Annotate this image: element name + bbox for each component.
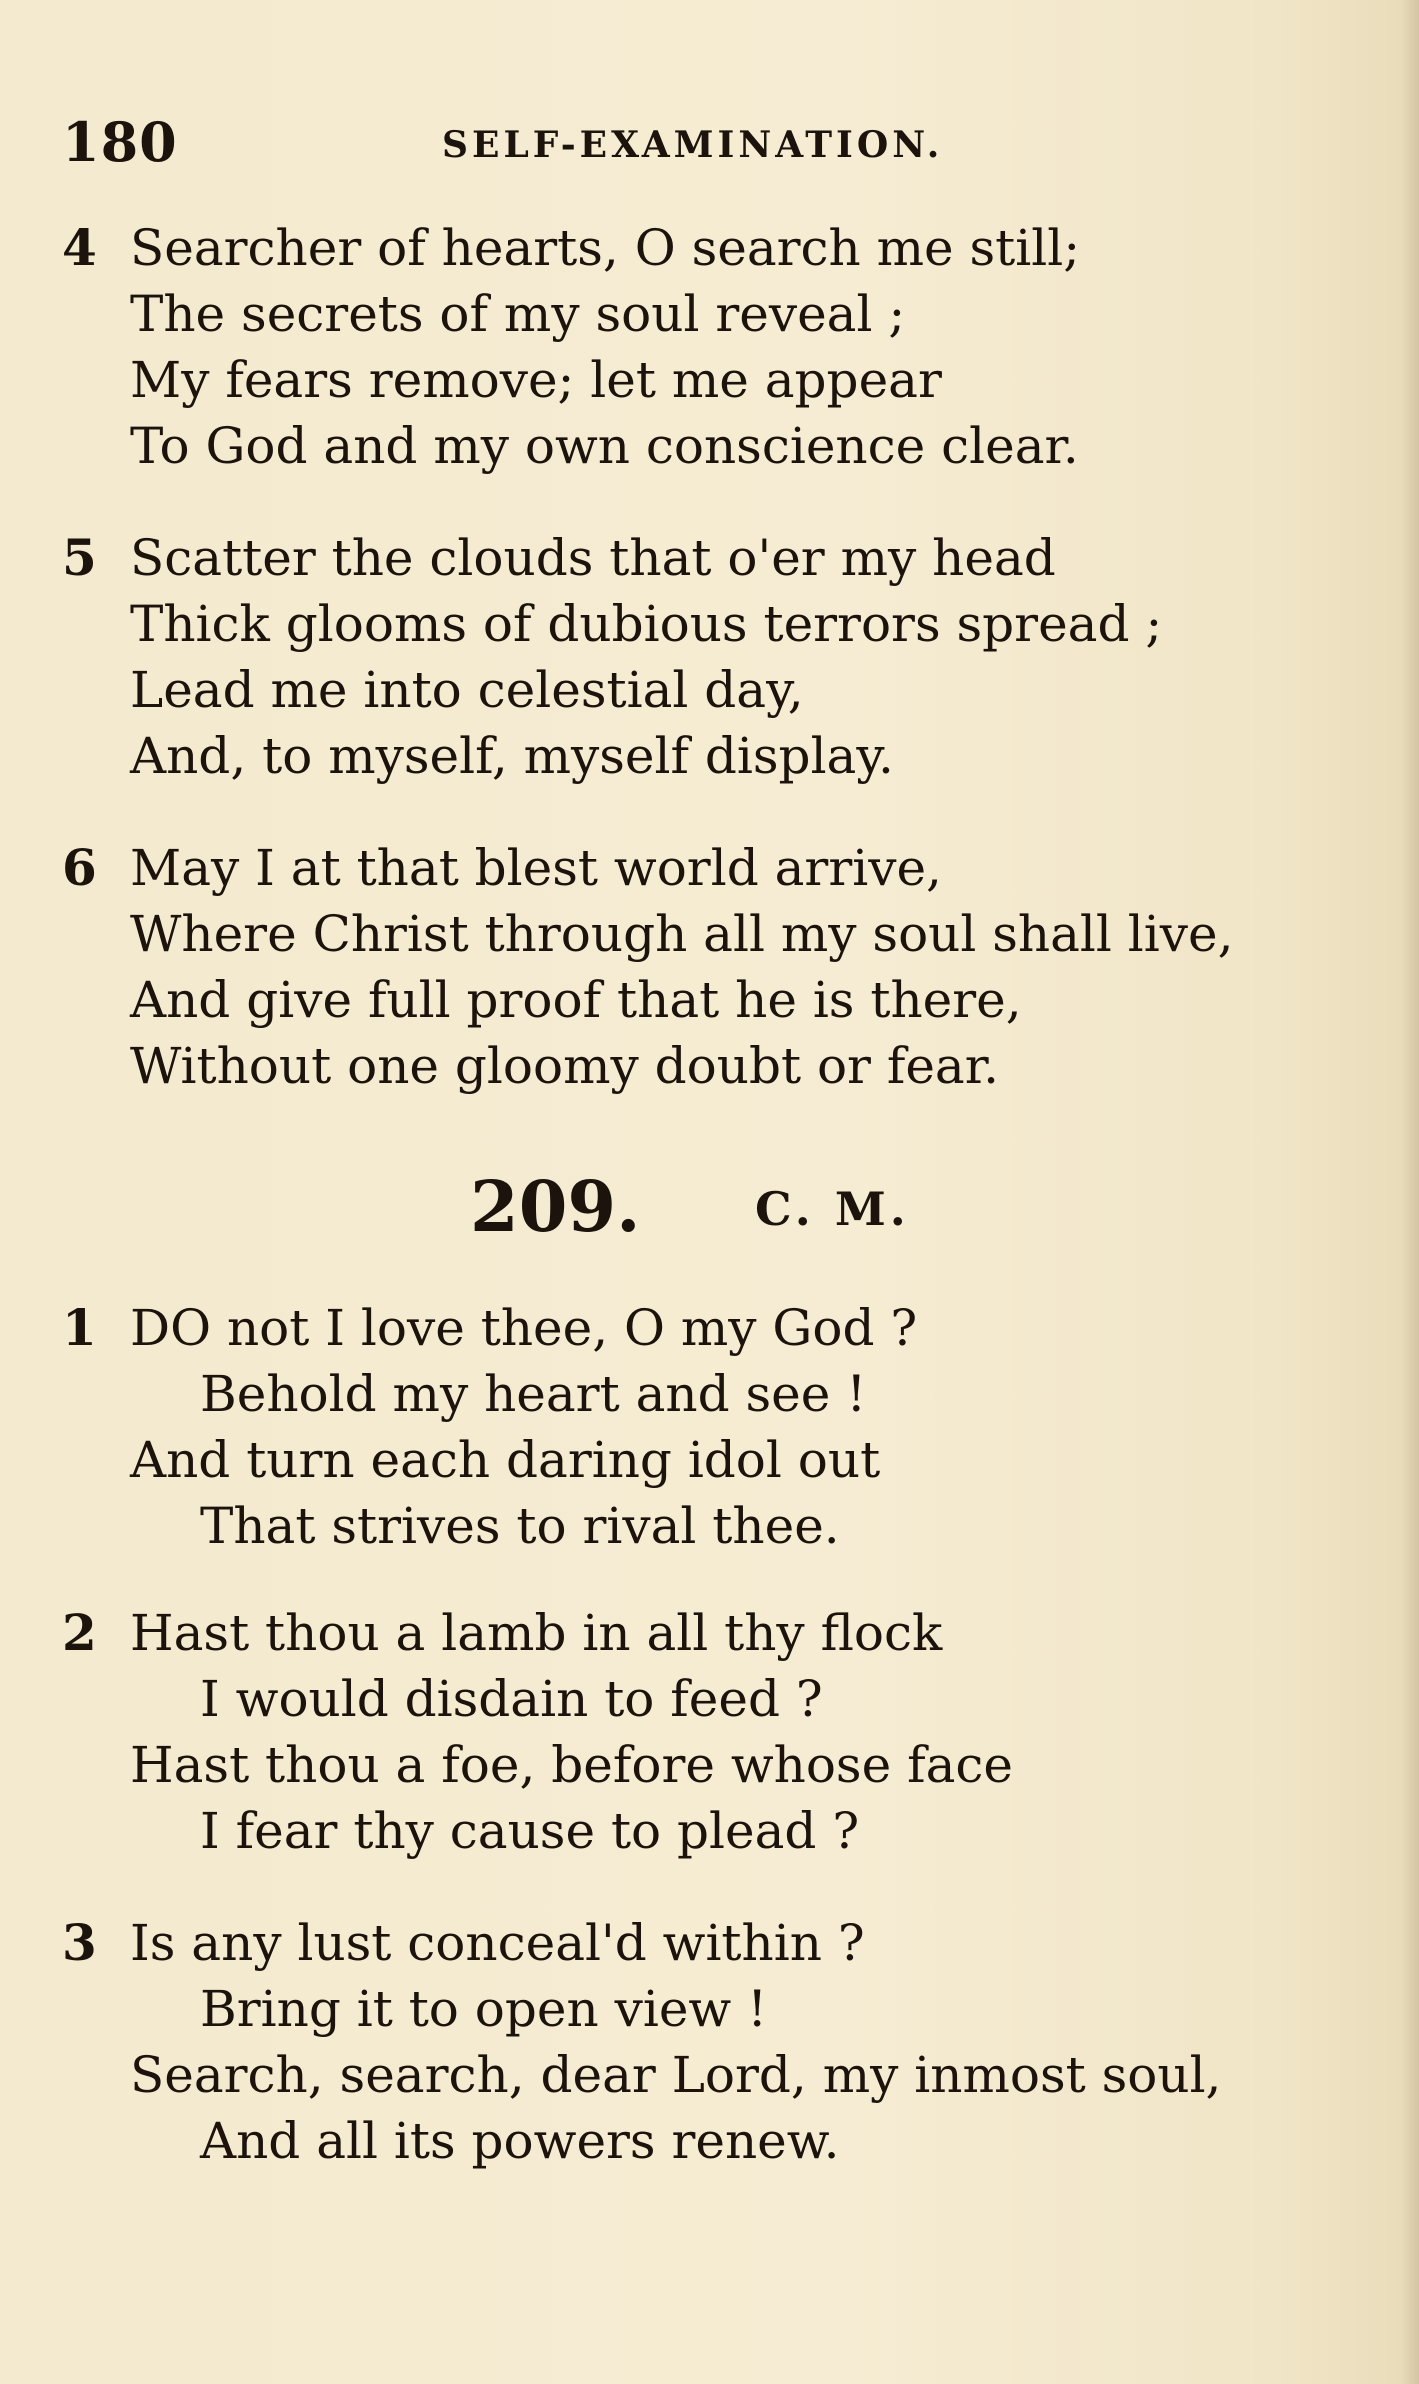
- running-title: SELF-EXAMINATION.: [442, 124, 944, 166]
- hymn-number: 209.: [470, 1165, 641, 1248]
- verse-line: To God and my own conscience clear.: [130, 417, 1079, 475]
- hymn-meter: C. M.: [755, 1182, 910, 1236]
- verse-line: My fears remove; let me appear: [130, 351, 942, 409]
- stanza-6: [62, 835, 1362, 1105]
- stanza-number: 5: [62, 528, 97, 587]
- verse-line: And turn each daring idol out: [130, 1431, 881, 1489]
- hymn-stanza-2: [62, 1600, 1362, 1870]
- stanza-number: 6: [62, 838, 97, 897]
- hymn-stanza-1: [62, 1295, 1362, 1565]
- verse-line: Lead me into celestial day,: [130, 661, 804, 719]
- verse-line: Is any lust conceal'd within ?: [130, 1914, 865, 1972]
- page-edge-shadow: [1401, 0, 1419, 2384]
- verse-line: And all its powers renew.: [200, 2112, 840, 2170]
- verse-line: Behold my heart and see !: [200, 1365, 867, 1423]
- verse-line: Searcher of hearts, O search me still;: [130, 219, 1081, 277]
- stanza-number: 1: [62, 1298, 97, 1357]
- verse-line: Without one gloomy doubt or fear.: [130, 1037, 1000, 1095]
- verse-line: Thick glooms of dubious terrors spread ;: [130, 595, 1163, 653]
- hymn-header: [470, 1165, 1070, 1248]
- verse-line: And, to myself, myself display.: [130, 727, 894, 785]
- verse-line: Where Christ through all my soul shall live,: [130, 905, 1234, 963]
- verse-line: And give full proof that he is there,: [130, 971, 1022, 1029]
- verse-line: I would disdain to feed ?: [200, 1670, 823, 1728]
- page-header: [62, 110, 1362, 174]
- verse-line: Scatter the clouds that o'er my head: [130, 529, 1056, 587]
- verse-line: That strives to rival thee.: [200, 1497, 840, 1555]
- stanza-number: 3: [62, 1913, 97, 1972]
- verse-line: Hast thou a lamb in all thy flock: [130, 1604, 943, 1662]
- stanza-5: [62, 525, 1362, 795]
- verse-line: May I at that blest world arrive,: [130, 839, 942, 897]
- verse-line: DO not I love thee, O my God ?: [130, 1299, 918, 1357]
- page-number: 180: [62, 110, 178, 174]
- stanza-4: [62, 215, 1362, 485]
- verse-line: Hast thou a foe, before whose face: [130, 1736, 1013, 1794]
- verse-line: Search, search, dear Lord, my inmost soul,: [130, 2046, 1222, 2104]
- stanza-number: 4: [62, 218, 97, 277]
- verse-line: I fear thy cause to plead ?: [200, 1802, 860, 1860]
- verse-line: Bring it to open view !: [200, 1980, 768, 2038]
- stanza-number: 2: [62, 1603, 97, 1662]
- verse-line: The secrets of my soul reveal ;: [130, 285, 906, 343]
- hymn-stanza-3: [62, 1910, 1362, 2180]
